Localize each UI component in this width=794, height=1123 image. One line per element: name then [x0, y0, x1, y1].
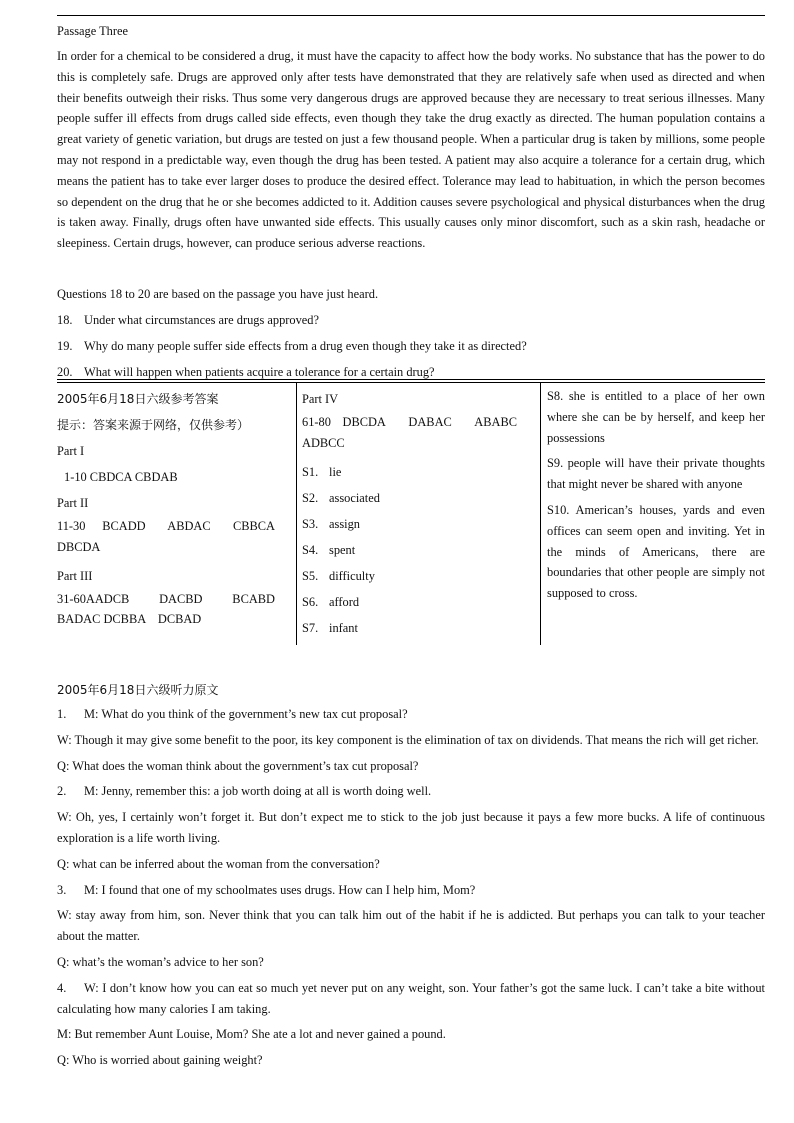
- short-answer-s10: S10. American’s houses, yards and even offices can seem open and inviting. Yet in the minds of Americans, there are boundaries that other people are simply not supposed to cross.: [547, 502, 765, 601]
- short-answer: S6. afford: [302, 594, 360, 609]
- part2-label: Part II: [57, 496, 89, 510]
- listening-script: [57, 679, 765, 1076]
- short-answer: S7. infant: [302, 620, 358, 635]
- part1-label: Part I: [57, 444, 85, 458]
- dialogue-question: Q: Who is worried about gaining weight?: [57, 1053, 263, 1068]
- dialogue-line: 1. M: What do you think of the government’s new tax cut proposal?: [57, 707, 408, 721]
- section-divider-second: [57, 382, 765, 383]
- column-divider: [296, 383, 297, 645]
- passage-paragraph: In order for a chemical to be considered a drug, it must have the capacity to affect how the body works. No substance that has the power to do this is completely safe. Drugs are approved only after tests have demonstrated that they are relatively safe when used as directed and when their benefits outweigh their risks. Thus some very dangerous drugs are approved because they are necessary to treat serious illnesses. Many people suffer ill effects from drugs called side effects, even though they take the drug exactly as directed. The human population contains a great variety of genetic variation, but drugs are tested on just a few thousand people. When a particular drug is taken by millions, some people may not respond in a predictable way, even though the drug has been tested. A patient may also acquire a tolerance for a certain drug, which means the patient has to take ever larger doses to produce the desired effect. Tolerance may lead to habituation, in which the person becomes so dependent on the drug that he or she becomes addicted to it. Addition causes severe psychological and physical disturbances when the drug is taken away. Finally, drugs often have unwanted side effects. This usually causes only minor discomfort, such as a skin rash, headache or sleepiness. Certain drugs, however, can produce serious adverse reactions.: [57, 49, 765, 251]
- questions-intro: Questions 18 to 20 are based on the passage you have just heard.: [57, 287, 379, 301]
- part2-answers: 11-30 BCADD ABDAC CBBCA DBCDA: [57, 519, 279, 554]
- part3-answers: 31-60AADCB DACBD BCABD BADAC DCBBA DCBAD: [57, 591, 279, 627]
- dialogue-question: Q: what’s the woman’s advice to her son?: [57, 954, 264, 969]
- part1-answers: 1-10 CBDCA CBDAB: [64, 470, 178, 484]
- script-heading: 2005年6月18日六级听力原文: [57, 683, 219, 697]
- top-rule: [57, 15, 765, 16]
- dialogue-question: Q: What does the woman think about the government’s tax cut proposal?: [57, 758, 419, 773]
- dialogue-line: 4. W: I don’t know how you can eat so much yet never put on any weight, son. Your father’s got the same luck. I can’t take a bite without calculating how many calories I am taking.: [57, 980, 765, 1016]
- question-18: 18. Under what circumstances are drugs approved?: [57, 313, 319, 327]
- short-answer: S3. assign: [302, 516, 360, 531]
- question-19: 19. Why do many people suffer side effects from a drug even though they take it as directed?: [57, 339, 527, 353]
- dialogue-line: W: Oh, yes, I certainly won’t forget it. But don’t expect me to stick to the job just because it pays a few more bucks. A life of continuous exploration is a life worth living.: [57, 810, 765, 845]
- section-divider: [57, 379, 765, 380]
- answers-column-2: [302, 386, 520, 641]
- passage-title: Passage Three: [57, 24, 128, 38]
- short-answer-s9: S9. people will have their private thoughts that might never be shared with anyone: [547, 456, 765, 492]
- short-answer: S5. difficulty: [302, 568, 375, 583]
- dialogue-line: 2. M: Jenny, remember this: a job worth doing at all is worth doing well.: [57, 784, 432, 799]
- part3-label: Part III: [57, 568, 93, 583]
- dialogue-question: Q: what can be inferred about the woman from the conversation?: [57, 856, 380, 871]
- dialogue-line: W: stay away from him, son. Never think that you can talk him out of the habit if he is addicted. But perhaps you can talk to your teacher about the matter.: [57, 908, 765, 944]
- part4-answers: 61-80 DBCDA DABAC ABABC ADBCC: [302, 415, 520, 450]
- answers-column-1: [57, 386, 279, 630]
- short-answer: S4. spent: [302, 542, 356, 557]
- question-20: 20. What will happen when patients acquire a tolerance for a certain drug?: [57, 365, 435, 379]
- part4-label: Part IV: [302, 392, 339, 406]
- passage-body: [57, 46, 765, 254]
- passage-questions: [57, 281, 765, 385]
- dialogue-line: M: But remember Aunt Louise, Mom? She ate a lot and never gained a pound.: [57, 1027, 446, 1042]
- short-answer: S2. associated: [302, 490, 380, 505]
- answers-column-3: [547, 386, 765, 609]
- answers-note: 提示：答案来源于网络，仅供参考）: [57, 418, 250, 432]
- short-answer: S1. lie: [302, 464, 342, 479]
- dialogue-line: W: Though it may give some benefit to the poor, its key component is the elimination of tax on dividends. That means the rich will get richer.: [57, 732, 759, 747]
- answers-heading: 2005年6月18日六级参考答案: [57, 392, 219, 406]
- dialogue-line: 3. M: I found that one of my schoolmates uses drugs. How can I help him, Mom?: [57, 882, 476, 897]
- short-answer-s8: S8. she is entitled to a place of her own where she can be by herself, and keep her possessions: [547, 389, 765, 445]
- column-divider: [540, 383, 541, 645]
